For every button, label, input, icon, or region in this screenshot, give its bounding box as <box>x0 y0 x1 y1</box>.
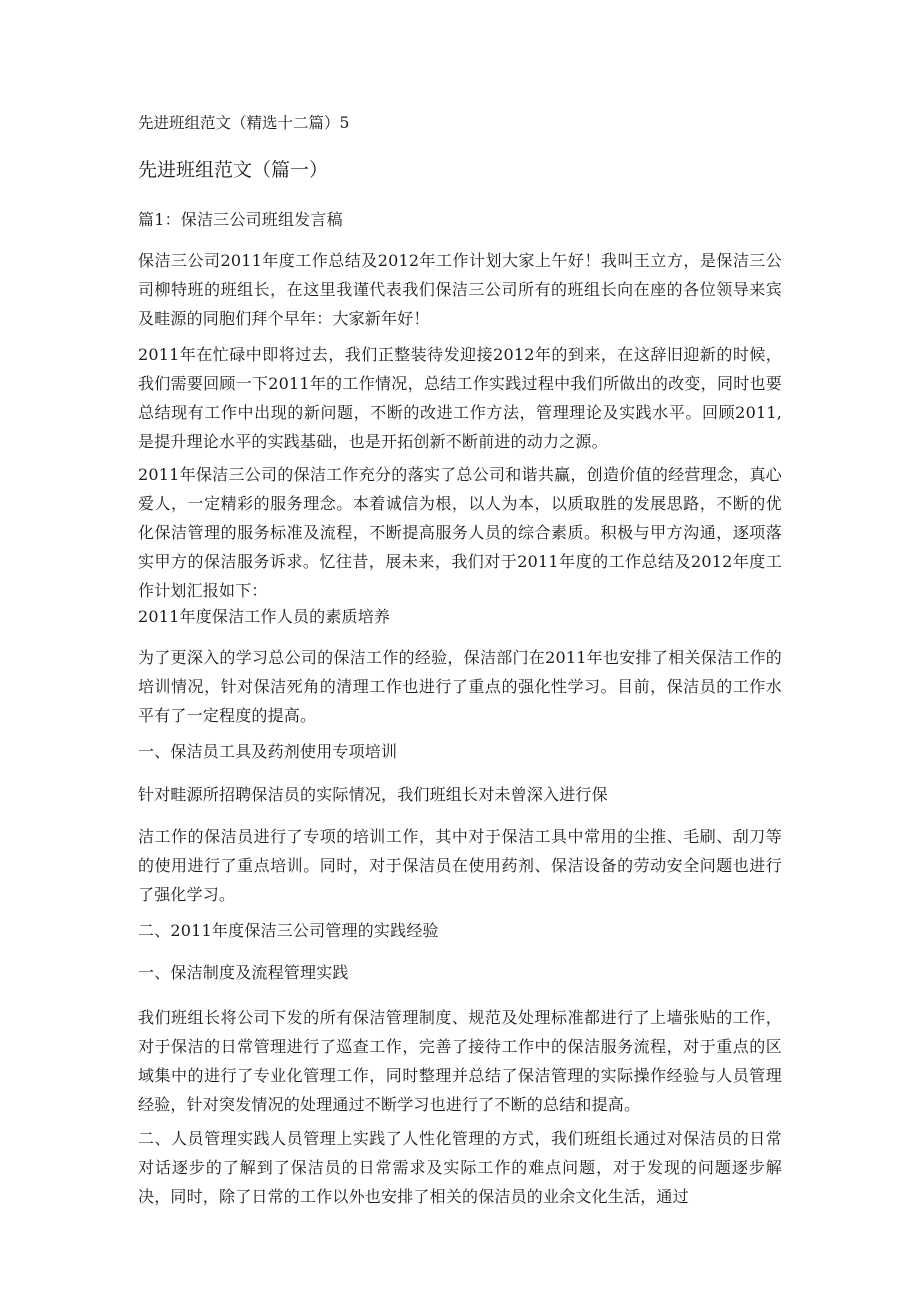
paragraph-review: 2011年在忙碌中即将过去，我们正整装待发迎接2012年的到来，在这辞旧迎新的时候，我们需要回顾一下2011年的工作情况，总结工作实践过程中我们所做出的改变，同时也要总结现有工作中出现的新问题，不断的改进工作方法，管理理论及实践水平。回顾2011,是提升理论水平的实践基础，也是开拓创新不断前进的动力之源。 <box>138 345 782 451</box>
subheading-tools-training: 一、保洁员工具及药剂使用专项培训 <box>138 742 398 761</box>
document-title: 先进班组范文（精选十二篇）5 <box>138 114 350 132</box>
paragraph-recruit-cont: 洁工作的保洁员进行了专项的培训工作，其中对于保洁工具中常用的尘推、毛刷、刮刀等的使用进行了重点培训。同时，对于保洁员在使用药剂、保洁设备的劳动安全问题也进行了强化学习。 <box>138 827 782 904</box>
subheading-management-experience: 二、2011年度保洁三公司管理的实践经验 <box>138 921 439 940</box>
section-heading: 先进班组范文（篇一） <box>138 159 329 181</box>
paragraph-philosophy: 2011年保洁三公司的保洁工作充分的落实了总公司和谐共赢，创造价值的经营理念，真心爱人，一定精彩的服务理念。本着诚信为根，以人为本，以质取胜的发展思路，不断的优化保洁管理的服务标准及流程，不断提高服务人员的综合素质。积极与甲方沟通，逐项落实甲方的保洁服务诉求。忆往昔，展未来，我们对于2011年度的工作总结及2012年度工作计划汇报如下： <box>138 465 782 600</box>
paragraph-process-management: 我们班组长将公司下发的所有保洁管理制度、规范及处理标准都进行了上墙张贴的工作，对于保洁的日常管理进行了巡查工作，完善了接待工作中的保洁服务流程，对于重点的区域集中的进行了专业化管理工作，同时整理并总结了保洁管理的实际操作经验与人员管理经验，针对突发情况的处理通过不断学习也进行了不断的总结和提高。 <box>138 1008 782 1114</box>
paragraph-recruit-start: 针对畦源所招聘保洁员的实际情况，我们班组长对未曾深入进行保 <box>138 785 608 804</box>
paragraph-training: 为了更深入的学习总公司的保洁工作的经验，保洁部门在2011年也安排了相关保洁工作的培训情况，针对保洁死角的清理工作也进行了重点的强化性学习。目前，保洁员的工作水平有了一定程度的提高。 <box>138 648 782 725</box>
article-heading: 篇1：保洁三公司班组发言稿 <box>138 210 343 229</box>
subheading-training: 2011年度保洁工作人员的素质培养 <box>138 607 391 626</box>
subheading-process-management: 一、保洁制度及流程管理实践 <box>138 963 349 982</box>
paragraph-personnel-management: 二、人员管理实践人员管理上实践了人性化管理的方式，我们班组长通过对保洁员的日常对话逐步的了解到了保洁员的日常需求及实际工作的难点问题，对于发现的问题逐步解决，同时，除了日常的工作以外也安排了相关的保洁员的业余文化生活，通过 <box>138 1129 782 1206</box>
paragraph-greeting: 保洁三公司2011年度工作总结及2012年工作计划大家上午好！我叫王立方，是保洁三公司柳特班的班组长，在这里我谨代表我们保洁三公司所有的班组长向在座的各位领导来宾及畦源的同胞们拜个早年：大家新年好！ <box>138 251 782 328</box>
